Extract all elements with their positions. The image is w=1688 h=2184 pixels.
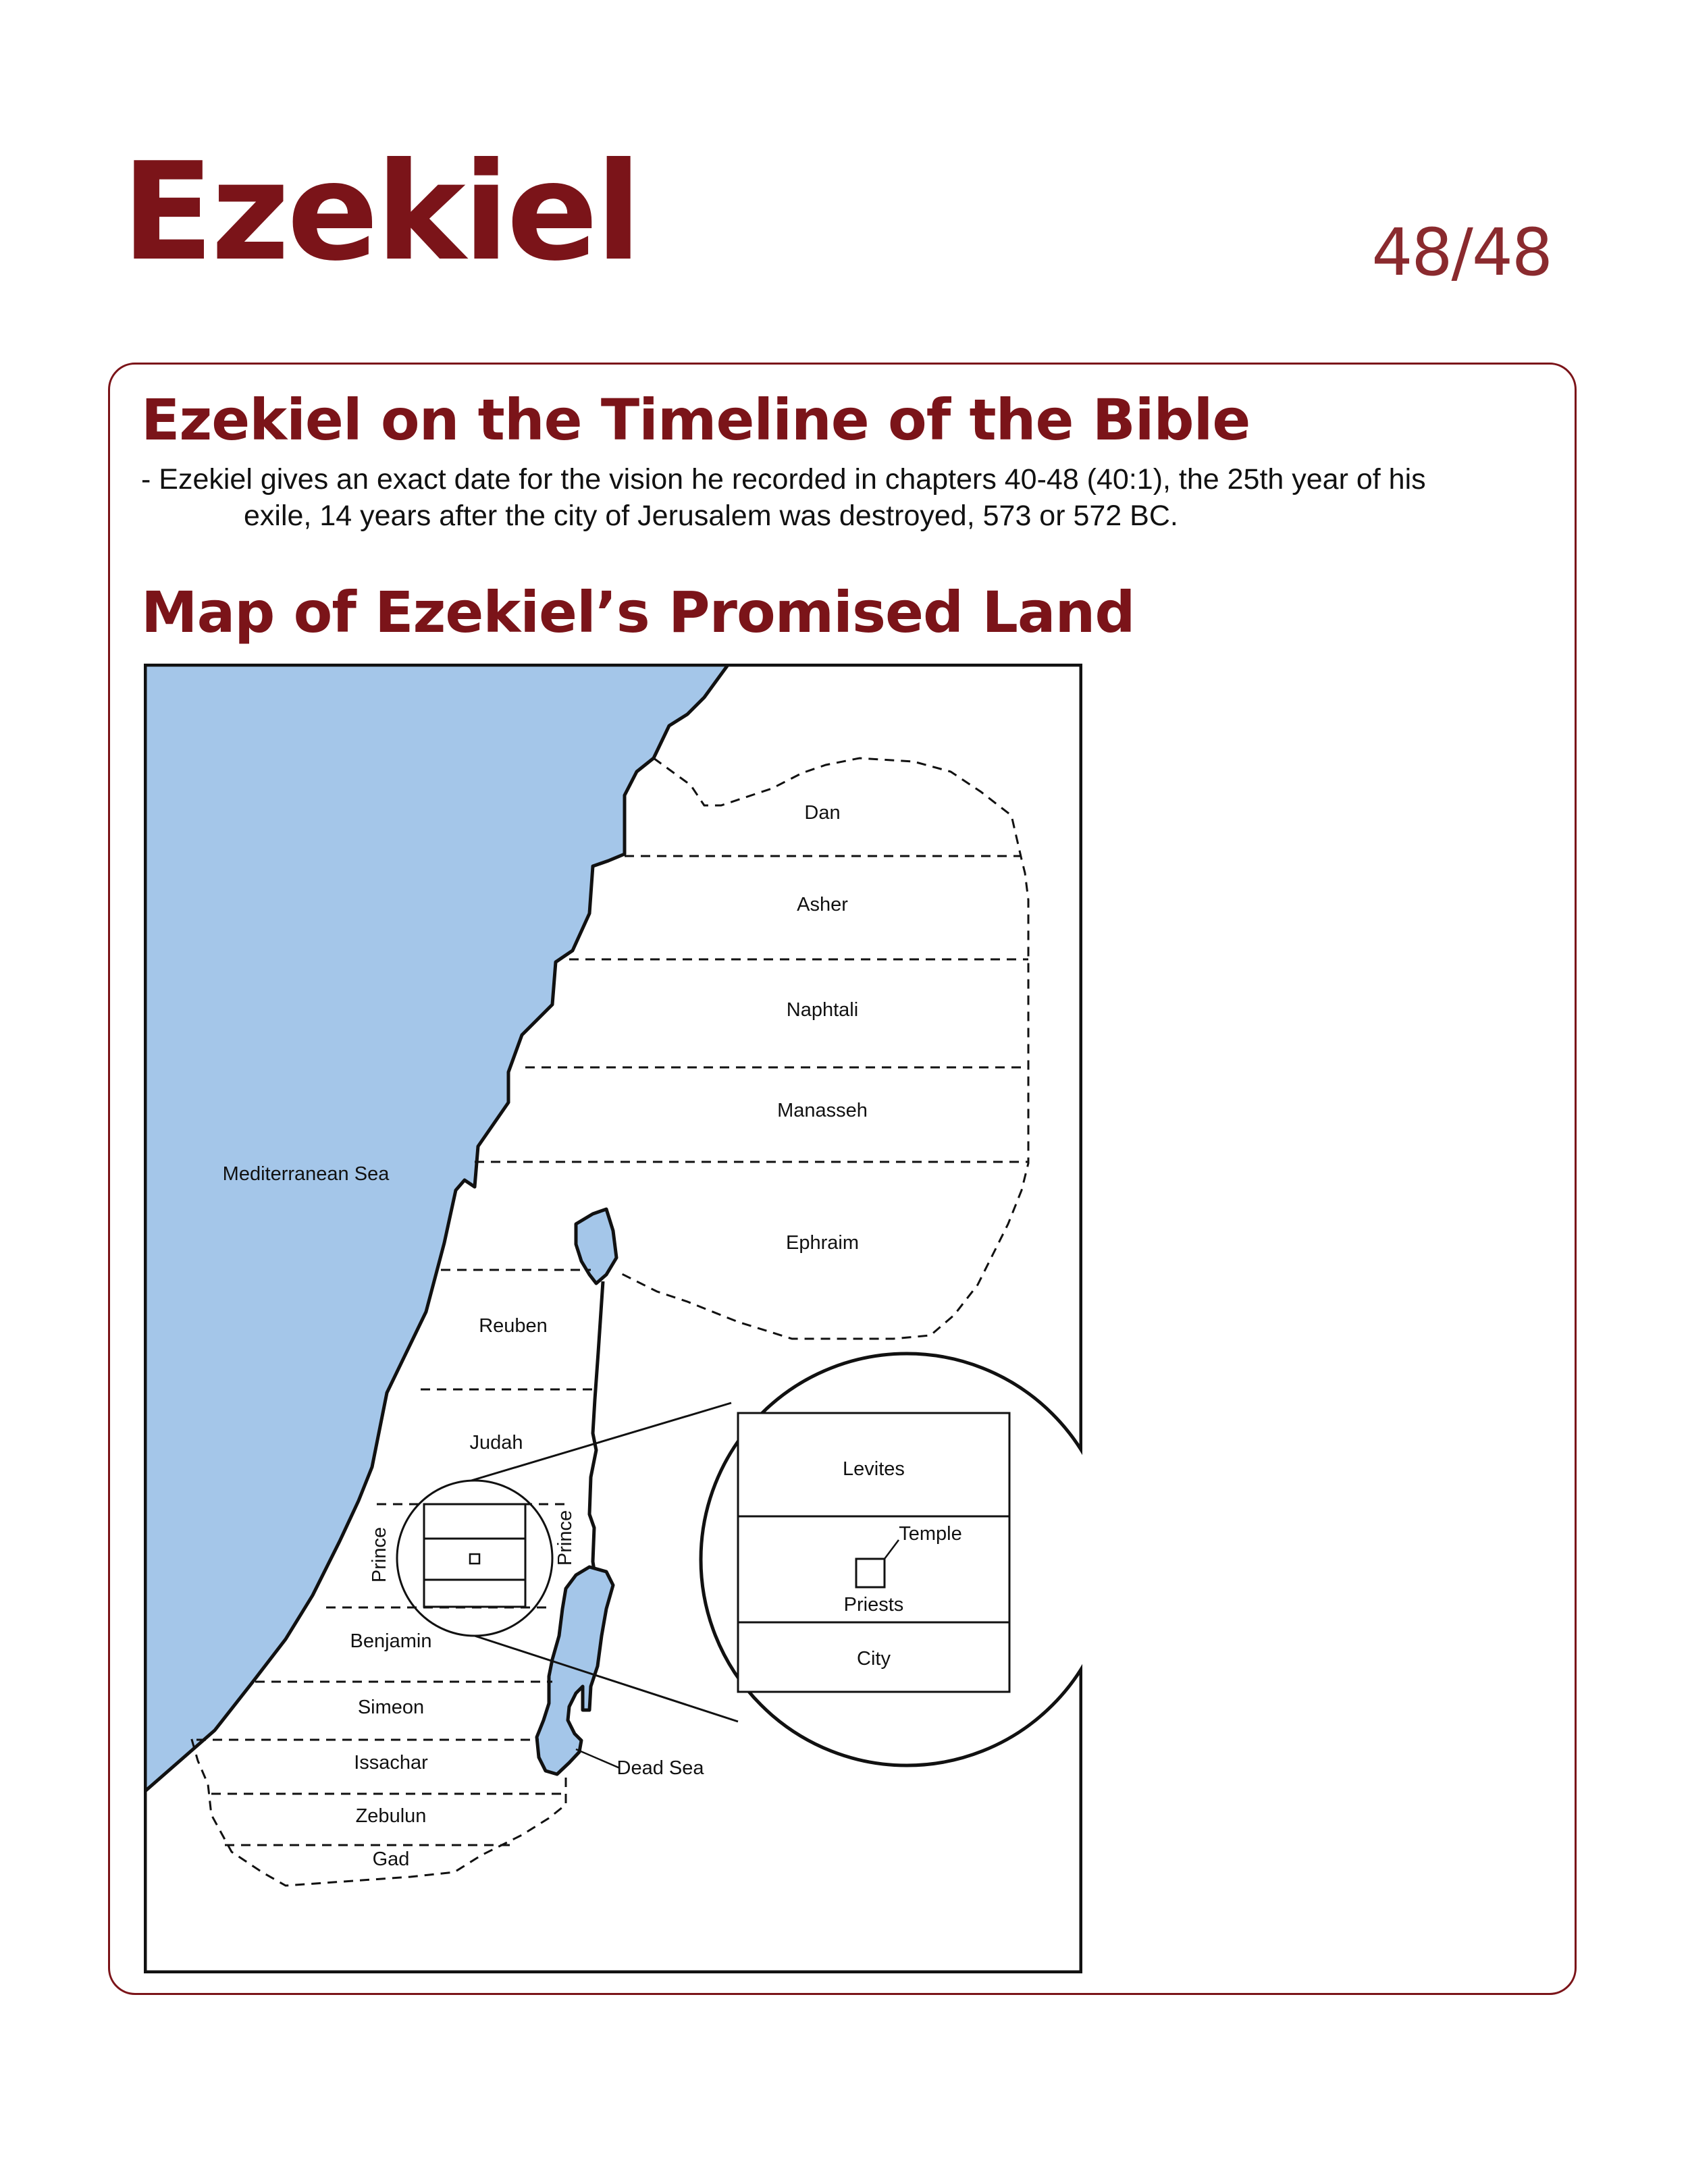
tribe-label-naphtali: Naphtali: [786, 999, 859, 1021]
tribe-label-benjamin: Benjamin: [350, 1630, 432, 1652]
inset-label-temple: Temple: [899, 1523, 962, 1545]
dead-sea-label: Dead Sea: [616, 1757, 704, 1779]
content-card: [108, 363, 1577, 1995]
temple-mini-square: [470, 1554, 479, 1564]
timeline-note-line2: exile, 14 years after the city of Jerusalem was destroyed, 573 or 572 BC.: [244, 500, 1178, 532]
tribe-label-simeon: Simeon: [357, 1697, 425, 1718]
inset-label-city: City: [857, 1648, 891, 1670]
prince-label-east: Prince: [554, 1510, 576, 1566]
prince-label-west: Prince: [369, 1526, 390, 1583]
tribe-label-manasseh: Manasseh: [777, 1100, 868, 1121]
tribe-label-asher: Asher: [797, 894, 848, 915]
promised-land-map: [144, 664, 1082, 1973]
page-title: Ezekiel: [122, 134, 639, 291]
tribe-label-reuben: Reuben: [479, 1315, 548, 1337]
inset-label-priests: Priests: [843, 1594, 904, 1616]
bullet-dash: -: [141, 463, 151, 496]
tribe-label-issachar: Issachar: [354, 1752, 428, 1774]
tribe-label-zebulun: Zebulun: [355, 1805, 427, 1827]
inset-label-levites: Levites: [843, 1458, 905, 1480]
page-number: 48/48: [1371, 215, 1552, 290]
temple-square: [856, 1559, 885, 1587]
timeline-note-line1: Ezekiel gives an exact date for the vision he recorded in chapters 40-48 (40:1), the 25th year of his: [159, 463, 1426, 496]
tribe-label-ephraim: Ephraim: [786, 1232, 859, 1254]
timeline-heading: Ezekiel on the Timeline of the Bible: [141, 387, 1250, 453]
tribe-label-judah: Judah: [469, 1432, 523, 1454]
tribe-label-gad: Gad: [372, 1848, 410, 1870]
map-heading: Map of Ezekiel’s Promised Land: [141, 579, 1135, 645]
tribe-label-dan: Dan: [804, 802, 841, 824]
timeline-note: [141, 461, 1546, 534]
sea-label: Mediterranean Sea: [222, 1163, 390, 1185]
